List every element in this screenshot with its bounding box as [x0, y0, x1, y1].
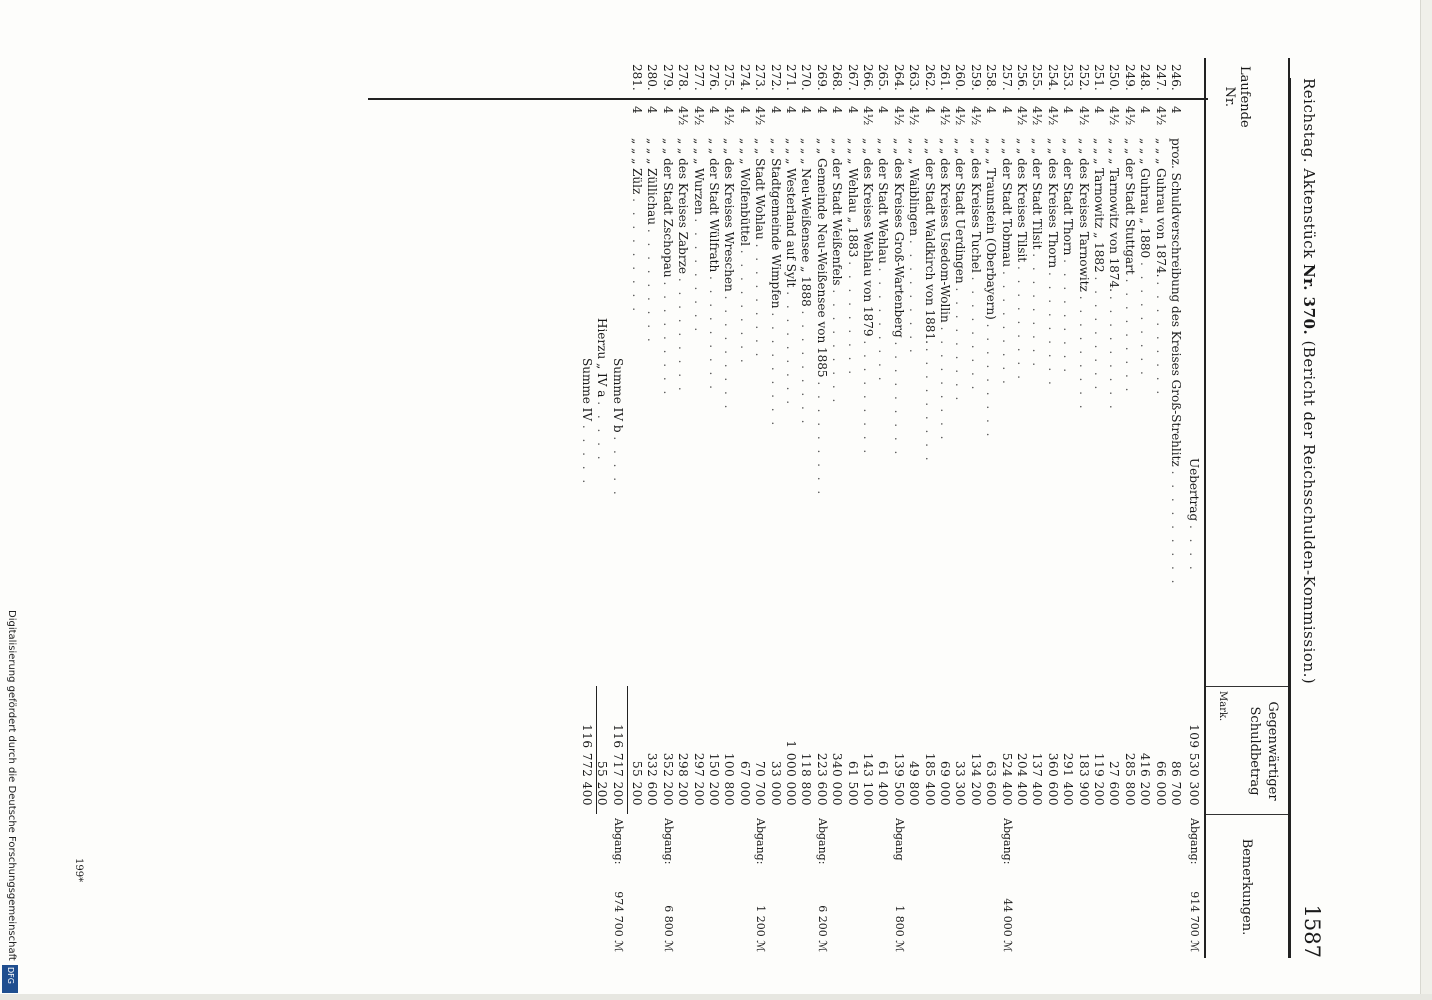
column-header-remarks: Bemerkungen.	[1206, 814, 1288, 959]
row-interest-rate: 4½	[861, 106, 875, 126]
row-interest-rate: 4½	[722, 106, 737, 126]
table-row	[875, 58, 891, 958]
row-description: „ „ des Kreises Tarnowitz . . . . . . . . .	[1076, 138, 1091, 412]
row-description: „ „ „ Tarnowitz von 1874. . . . . . . . . .	[1107, 138, 1122, 412]
row-amount: 70 700	[753, 761, 768, 806]
row-amount: 524 400	[999, 752, 1014, 806]
row-amount: 298 200	[676, 752, 691, 806]
table-row	[737, 58, 753, 958]
page-header	[1290, 78, 1324, 958]
row-interest-rate: 4	[845, 106, 860, 114]
row-description: „ „ „ Westerland auf Sylt . . . . . . . . .	[784, 138, 798, 408]
row-amount: 340 000	[830, 752, 845, 806]
table-row	[768, 58, 784, 958]
table-row	[1168, 58, 1184, 958]
row-description: „ „ „ Wolfenbüttel . . . . . . . . .	[737, 138, 752, 366]
title-number: Nr. 370.	[1300, 263, 1318, 336]
row-description: „ „ der Stadt Tobmau . . . . . . . . .	[999, 138, 1014, 387]
rotated-document-page	[338, 58, 1328, 958]
row-number: 276.	[707, 64, 721, 91]
row-description: proz. Schuldverschreibung des Kreises Groß-Strehlitz . . . . . . . . .	[1169, 138, 1183, 587]
row-number: 280.	[645, 64, 660, 91]
row-number: 260.	[953, 64, 968, 91]
row-number: 255.	[1030, 64, 1045, 91]
row-number: 263.	[907, 64, 922, 91]
row-amount: 291 400	[1061, 752, 1076, 806]
row-description: „ „ „ Wurzen . . . . . . . . .	[691, 138, 706, 335]
row-number: 258.	[984, 64, 999, 91]
title-prefix: Reichstag. Aktenstück	[1300, 78, 1318, 264]
row-description: „ „ der Stadt Uerdingen . . . . . . . . .	[953, 138, 968, 404]
row-description: „ „ der Stadt Waldkirch von 1881. . . . . . . . . .	[922, 138, 937, 464]
row-number: 249.	[1122, 64, 1137, 91]
table-row	[906, 58, 922, 958]
row-amount: 204 400	[1015, 752, 1029, 806]
row-description: „ „ Stadt Wohlau . . . . . . . . .	[753, 138, 768, 360]
table-row	[829, 58, 845, 958]
row-description: „ „ „ Guhrau „ 1880 . . . . . . . . .	[1138, 138, 1153, 378]
amount-header-line1: Gegenwärtiger	[1265, 701, 1280, 801]
table-row: 269. 4 „ „ Gemeinde Neu-Weißensee von 1885 . . . . . . . . . 223 600 Abgang: 6 200 ℳ	[814, 64, 829, 952]
row-description: „ „ der Stadt Stuttgart . . . . . . . . .	[1122, 138, 1137, 395]
table-row	[629, 58, 645, 958]
row-amount: 183 900	[1076, 752, 1091, 806]
row-number: 259.	[968, 64, 983, 91]
row-number: 256.	[1015, 64, 1029, 91]
row-number: 278.	[676, 64, 691, 91]
row-interest-rate: 4½	[1030, 106, 1045, 126]
row-amount: 86 700	[1169, 761, 1183, 806]
row-amount: 61 400	[876, 761, 891, 806]
row-interest-rate: 4	[737, 106, 752, 114]
row-number: 262.	[922, 64, 937, 91]
row-amount: 100 800	[722, 752, 737, 806]
row-interest-rate: 4½	[1107, 106, 1122, 126]
row-number: 277.	[691, 64, 706, 91]
row-description: „ „ Stadtgemeinde Wimpfen . . . . . . . . .	[768, 138, 783, 429]
carry-over-label: Uebertrag . . . .	[1187, 458, 1201, 573]
table-row	[675, 58, 691, 958]
row-interest-rate: 4	[1169, 106, 1183, 114]
row-amount: 118 800	[799, 752, 814, 806]
page-number: 1587	[1300, 904, 1324, 958]
table-row	[860, 58, 876, 958]
row-interest-rate: 4	[630, 106, 644, 114]
row-amount: 119 200	[1092, 752, 1106, 806]
row-number: 253.	[1061, 64, 1076, 91]
column-header-nr: Laufende Nr.	[1222, 66, 1252, 128]
column-header-amount	[1206, 686, 1288, 815]
table-row	[721, 58, 737, 958]
row-amount: 66 000	[1153, 761, 1168, 806]
table-row: 273. 4½ „ „ Stadt Wohlau . . . . . . . . . 70 700 Abgang: 1 200 ℳ	[753, 64, 768, 952]
row-number: 269.	[814, 64, 829, 91]
row-interest-rate: 4	[876, 106, 891, 114]
row-description: „ „ der Stadt Zschopau . . . . . . . . .	[660, 138, 675, 398]
row-number: 268.	[830, 64, 845, 91]
row-amount: 139 500	[891, 752, 906, 806]
table-row	[968, 58, 984, 958]
summary-row-ivb: Summe IV b . . . . . 116 717 200 Abgang: 974 700 ℳ	[610, 358, 625, 952]
amount-header-line2: Schuldbetrag	[1247, 706, 1262, 796]
row-amount: 285 800	[1122, 752, 1137, 806]
digitization-credit: Digitalisierung gefördert durch die Deutsche Forschungsgemeinschaft	[6, 610, 17, 961]
row-number: 246.	[1169, 64, 1183, 91]
table-row	[1137, 58, 1153, 958]
row-number: 247.	[1153, 64, 1168, 91]
row-amount: 352 200	[660, 752, 675, 806]
sum-rule	[627, 686, 628, 814]
row-description: „ „ „ Tarnowitz „ 1882 . . . . . . . . .	[1092, 138, 1106, 393]
title-suffix: (Bericht der Reichsschulden-Kommission.)	[1300, 335, 1318, 685]
column-header-description	[1206, 98, 1288, 686]
row-interest-rate: 4½	[953, 106, 968, 126]
row-amount: 1 000 000	[784, 740, 798, 806]
row-amount: 416 200	[1138, 752, 1153, 806]
summary-row-hierzu: Hierzu „ IV a . . . . . 55 200	[595, 318, 610, 806]
row-interest-rate: 4	[999, 106, 1014, 114]
row-number: 252.	[1076, 64, 1091, 91]
table-row	[1122, 58, 1138, 958]
row-amount: 33 300	[953, 761, 968, 806]
row-interest-rate: 4½	[691, 106, 706, 126]
row-interest-rate: 4	[922, 106, 937, 114]
row-number: 272.	[768, 64, 783, 91]
table-row	[1153, 58, 1169, 958]
row-amount: 134 200	[968, 752, 983, 806]
row-interest-rate: 4	[799, 106, 814, 114]
row-description: „ „ „ Waiblingen . . . . . . . . .	[907, 138, 922, 356]
row-amount: 27 600	[1107, 761, 1122, 806]
row-description: „ „ der Stadt Wülfrath . . . . . . . . .	[707, 138, 721, 392]
row-interest-rate: 4	[784, 106, 798, 114]
row-description: „ „ der Stadt Thorn . . . . . . . . .	[1061, 138, 1076, 376]
carry-over-amount: 109 530 300	[1187, 724, 1201, 806]
row-interest-rate: 4	[768, 106, 783, 114]
row-interest-rate: 4½	[1122, 106, 1137, 126]
row-interest-rate: 4	[1138, 106, 1153, 114]
row-number: 267.	[845, 64, 860, 91]
table-row	[644, 58, 660, 958]
row-interest-rate: 4½	[1045, 106, 1060, 126]
amount-unit: Mark.	[1217, 691, 1228, 722]
row-interest-rate: 4	[814, 106, 829, 114]
row-interest-rate: 4	[1061, 106, 1076, 114]
row-description: „ „ des Kreises Tilsit . . . . . . . . .	[1015, 138, 1029, 382]
row-amount: 137 400	[1030, 752, 1045, 806]
row-number: 257.	[999, 64, 1014, 91]
table-row	[952, 58, 968, 958]
row-interest-rate: 4½	[891, 106, 906, 126]
table-row	[1045, 58, 1061, 958]
table-row	[1076, 58, 1092, 958]
row-interest-rate: 4½	[676, 106, 691, 126]
row-amount: 360 600	[1045, 752, 1060, 806]
table-row	[706, 58, 722, 958]
row-interest-rate: 4½	[753, 106, 768, 126]
row-interest-rate: 4	[707, 106, 721, 114]
row-number: 264.	[891, 64, 906, 91]
hierzu-amount: 55 200	[595, 761, 610, 806]
row-interest-rate: 4½	[1076, 106, 1091, 126]
row-number: 265.	[876, 64, 891, 91]
row-description: „ „ „ Neu-Weißensee „ 1888 . . . . . . . . .	[799, 138, 814, 427]
table-row	[1060, 58, 1076, 958]
table-row	[1106, 58, 1122, 958]
row-description: „ „ des Kreises Thorn . . . . . . . . .	[1045, 138, 1060, 388]
row-interest-rate: 4½	[968, 106, 983, 126]
row-interest-rate: 4	[830, 106, 845, 114]
row-amount: 63 600	[984, 761, 999, 806]
table-row	[845, 58, 861, 958]
row-description: „ „ des Kreises Groß-Wartenberg . . . . . . . . .	[891, 138, 906, 458]
row-interest-rate: 4	[984, 106, 999, 114]
bottom-strip	[0, 994, 1432, 1000]
row-interest-rate: 4½	[907, 106, 922, 126]
row-description: „ „ des Kreises Wehlau von 1879 . . . . . . . . .	[861, 138, 875, 457]
row-amount: 297 200	[691, 752, 706, 806]
row-description: „ „ des Kreises Usedom-Wollin . . . . . . . . .	[938, 138, 952, 443]
row-amount: 33 000	[768, 761, 783, 806]
summary-row-iv: Summe IV . . . . . 116 772 400	[579, 358, 594, 806]
row-description: „ „ „ Züllichau . . . . . . . . .	[645, 138, 660, 345]
row-description: „ „ „ Zülz . . . . . . . . .	[630, 138, 644, 315]
row-description: „ „ des Kreises Tuchel . . . . . . . . .	[968, 138, 983, 393]
row-interest-rate: 4	[645, 106, 660, 114]
table-row	[983, 58, 999, 958]
table-header	[1204, 58, 1290, 958]
row-amount: 143 100	[861, 752, 875, 806]
row-interest-rate: 4	[1092, 106, 1106, 114]
row-amount: 49 800	[907, 761, 922, 806]
page-edge	[1420, 0, 1432, 1000]
row-amount: 150 200	[707, 752, 721, 806]
header-rule	[1290, 78, 1291, 958]
row-number: 275.	[722, 64, 737, 91]
table-row	[1029, 58, 1045, 958]
table-row: 264. 4½ „ „ des Kreises Groß-Wartenberg . . . . . . . . . 139 500 Abgang 1 800 ℳ	[891, 64, 906, 952]
row-number: 270.	[799, 64, 814, 91]
row-number: 273.	[753, 64, 768, 91]
dfg-logo-icon: DFG	[2, 965, 18, 993]
table-row	[1014, 58, 1030, 958]
row-amount: 55 200	[630, 761, 644, 806]
carry-over-row: Uebertrag . . . . 109 530 300 Abgang: 914 700 ℳ	[1187, 458, 1201, 952]
row-interest-rate: 4½	[938, 106, 952, 126]
row-number: 250.	[1107, 64, 1122, 91]
row-number: 279.	[660, 64, 675, 91]
table-row: 279. 4 „ „ der Stadt Zschopau . . . . . . . . . 352 200 Abgang: 6 800 ℳ	[660, 64, 675, 952]
table-row	[691, 58, 707, 958]
row-amount: 69 000	[938, 761, 952, 806]
table-row	[1091, 58, 1107, 958]
row-number: 271.	[784, 64, 798, 91]
table-row	[937, 58, 953, 958]
row-description: „ „ des Kreises Zabrze . . . . . . . . .	[676, 138, 691, 394]
row-description: „ „ Gemeinde Neu-Weißensee von 1885 . . . . . . . . .	[814, 138, 829, 498]
document-title	[1300, 78, 1318, 878]
row-amount: 332 600	[645, 752, 660, 806]
table-row	[922, 58, 938, 958]
sum-ivb-amount: 116 717 200	[610, 724, 625, 806]
row-number: 251.	[1092, 64, 1106, 91]
row-description: „ „ der Stadt Wehlau . . . . . . . . .	[876, 138, 891, 384]
row-number: 261.	[938, 64, 952, 91]
table-row	[783, 58, 799, 958]
row-number: 254.	[1045, 64, 1060, 91]
row-number: 281.	[630, 64, 644, 91]
row-description: „ „ „ Wehlau „ 1883 . . . . . . . . .	[845, 138, 860, 378]
row-number: 266.	[861, 64, 875, 91]
row-interest-rate: 4½	[1153, 106, 1168, 126]
sum-rule	[596, 686, 597, 814]
row-description: „ „ der Stadt Tilsit . . . . . . . . .	[1030, 138, 1045, 370]
row-interest-rate: 4½	[1015, 106, 1029, 126]
row-amount: 61 500	[845, 761, 860, 806]
table-row	[798, 58, 814, 958]
page-note: 199*	[73, 858, 84, 883]
row-description: „ „ „ Guhrau von 1874. . . . . . . . . .	[1153, 138, 1168, 398]
row-amount: 223 600	[814, 752, 829, 806]
row-amount: 67 000	[737, 761, 752, 806]
row-amount: 185 400	[922, 752, 937, 806]
table-row: 257. 4 „ „ der Stadt Tobmau . . . . . . . . . 524 400 Abgang: 44 000 ℳ	[999, 64, 1014, 952]
row-number: 248.	[1138, 64, 1153, 91]
sum-iv-amount: 116 772 400	[579, 724, 594, 806]
row-description: „ „ „ Traunstein (Oberbayern) . . . . . . . . .	[984, 138, 999, 440]
row-description: „ „ der Stadt Weißenfels . . . . . . . . .	[830, 138, 845, 406]
row-interest-rate: 4	[660, 106, 675, 114]
row-number: 274.	[737, 64, 752, 91]
row-description: „ „ des Kreises Wreschen . . . . . . . . .	[722, 138, 737, 412]
